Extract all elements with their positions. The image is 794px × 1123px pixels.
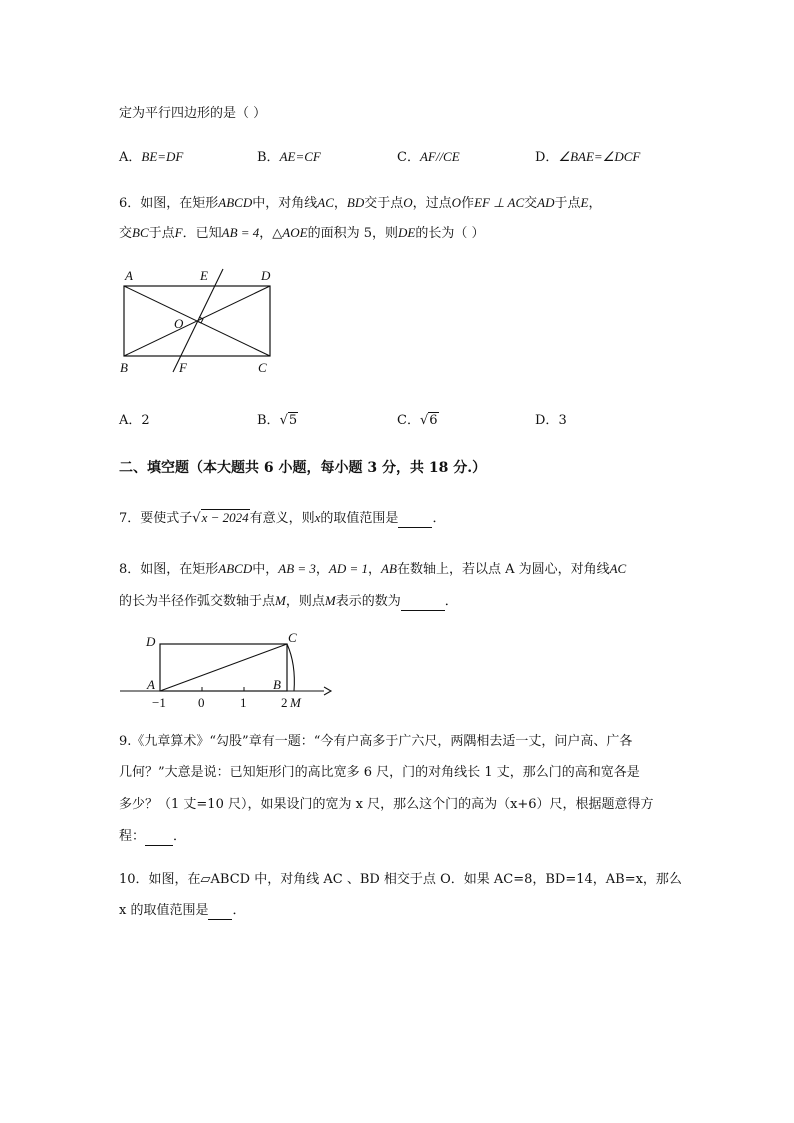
q8-arc: [287, 644, 294, 691]
q9-line-1: 9.《九章算术》“勾股”章有一题：“今有户高多于广六尺，两隅相去适一丈，问户高、广各: [119, 734, 633, 749]
q10-answer-blank[interactable]: [208, 903, 232, 920]
q10-line-1: 10．如图，在▱ABCD 中，对角线 AC 、BD 相交于点 O．如果 AC=8，BD=14，AB=x，那么: [119, 872, 682, 887]
q6-label-a: A: [125, 268, 133, 283]
section-2-heading: 二、填空题（本大题共 6 小题，每小题 3 分，共 18 分.）: [119, 460, 487, 476]
q5-option-d[interactable]: D．∠BAE=∠DCF: [535, 149, 641, 165]
q8-label-a: A: [147, 677, 155, 692]
q7-answer-blank[interactable]: [398, 511, 432, 528]
q7-line: 7．要使式子√x − 2024有意义，则x的取值范围是 ．: [119, 510, 446, 526]
q8-axis-arrow: [324, 687, 331, 695]
q8-label-m: M: [290, 695, 301, 710]
q8-line-1: 8．如图，在矩形ABCD中，AB = 3，AD = 1，AB在数轴上，若以点 A 为圆心，对角线AC: [119, 561, 627, 577]
q8-tick-label-2: 2: [281, 695, 288, 710]
q8-figure: [118, 628, 334, 712]
q8-line-2: 的长为半径作弧交数轴于点M，则点M表示的数为 ．: [119, 593, 458, 609]
q8-label-c: C: [288, 630, 297, 645]
q8-label-b: B: [273, 677, 281, 692]
q9-line-3: 多少？（1 丈=10 尺），如果设门的宽为 x 尺，那么这个门的高为（x+6）尺，根据题意得方: [119, 797, 654, 812]
q9-line-2: 几何？”大意是说：已知矩形门的高比宽多 6 尺，门的对角线长 1 丈，那么门的高和宽各是: [119, 765, 640, 780]
q6-option-d[interactable]: D．3: [535, 413, 567, 428]
q10-line-2: x 的取值范围是 ．: [119, 903, 246, 918]
q8-tick-label-1: 1: [240, 695, 247, 710]
q6-label-b: B: [120, 360, 128, 375]
q6-option-c[interactable]: C．√6: [397, 413, 438, 428]
q8-label-d: D: [146, 634, 156, 649]
q6-label-f: F: [179, 360, 187, 375]
q8-diagonal-ac: [160, 644, 287, 691]
q5-option-a[interactable]: A．BE=DF: [119, 149, 184, 165]
q8-tick-label-neg1: −1: [152, 695, 166, 710]
q8-answer-blank[interactable]: [401, 594, 445, 611]
q5-option-c[interactable]: C．AF//CE: [397, 149, 460, 165]
q6-option-a[interactable]: A．2: [119, 413, 150, 428]
q6-label-c: C: [258, 360, 267, 375]
q8-tick-label-0: 0: [198, 695, 205, 710]
q5-stem: 定为平行四边形的是（ ）: [119, 106, 267, 121]
q5-option-b[interactable]: B．AE=CF: [257, 149, 321, 165]
q6-label-o: O: [174, 316, 184, 331]
q6-line-2: 交BC于点F．已知AB = 4，△AOE的面积为 5，则DE的长为（ ）: [119, 225, 485, 241]
q9-line-4: 程： ．: [119, 829, 187, 844]
q6-label-d: D: [261, 268, 271, 283]
q6-line-1: 6．如图，在矩形ABCD中，对角线AC，BD交于点O，过点O作EF ⊥ AC交AD于点E，: [119, 195, 602, 211]
q6-label-e: E: [200, 268, 208, 283]
q9-answer-blank[interactable]: [145, 829, 173, 846]
q6-option-b[interactable]: B．√5: [257, 413, 298, 428]
q6-figure: [115, 266, 285, 378]
